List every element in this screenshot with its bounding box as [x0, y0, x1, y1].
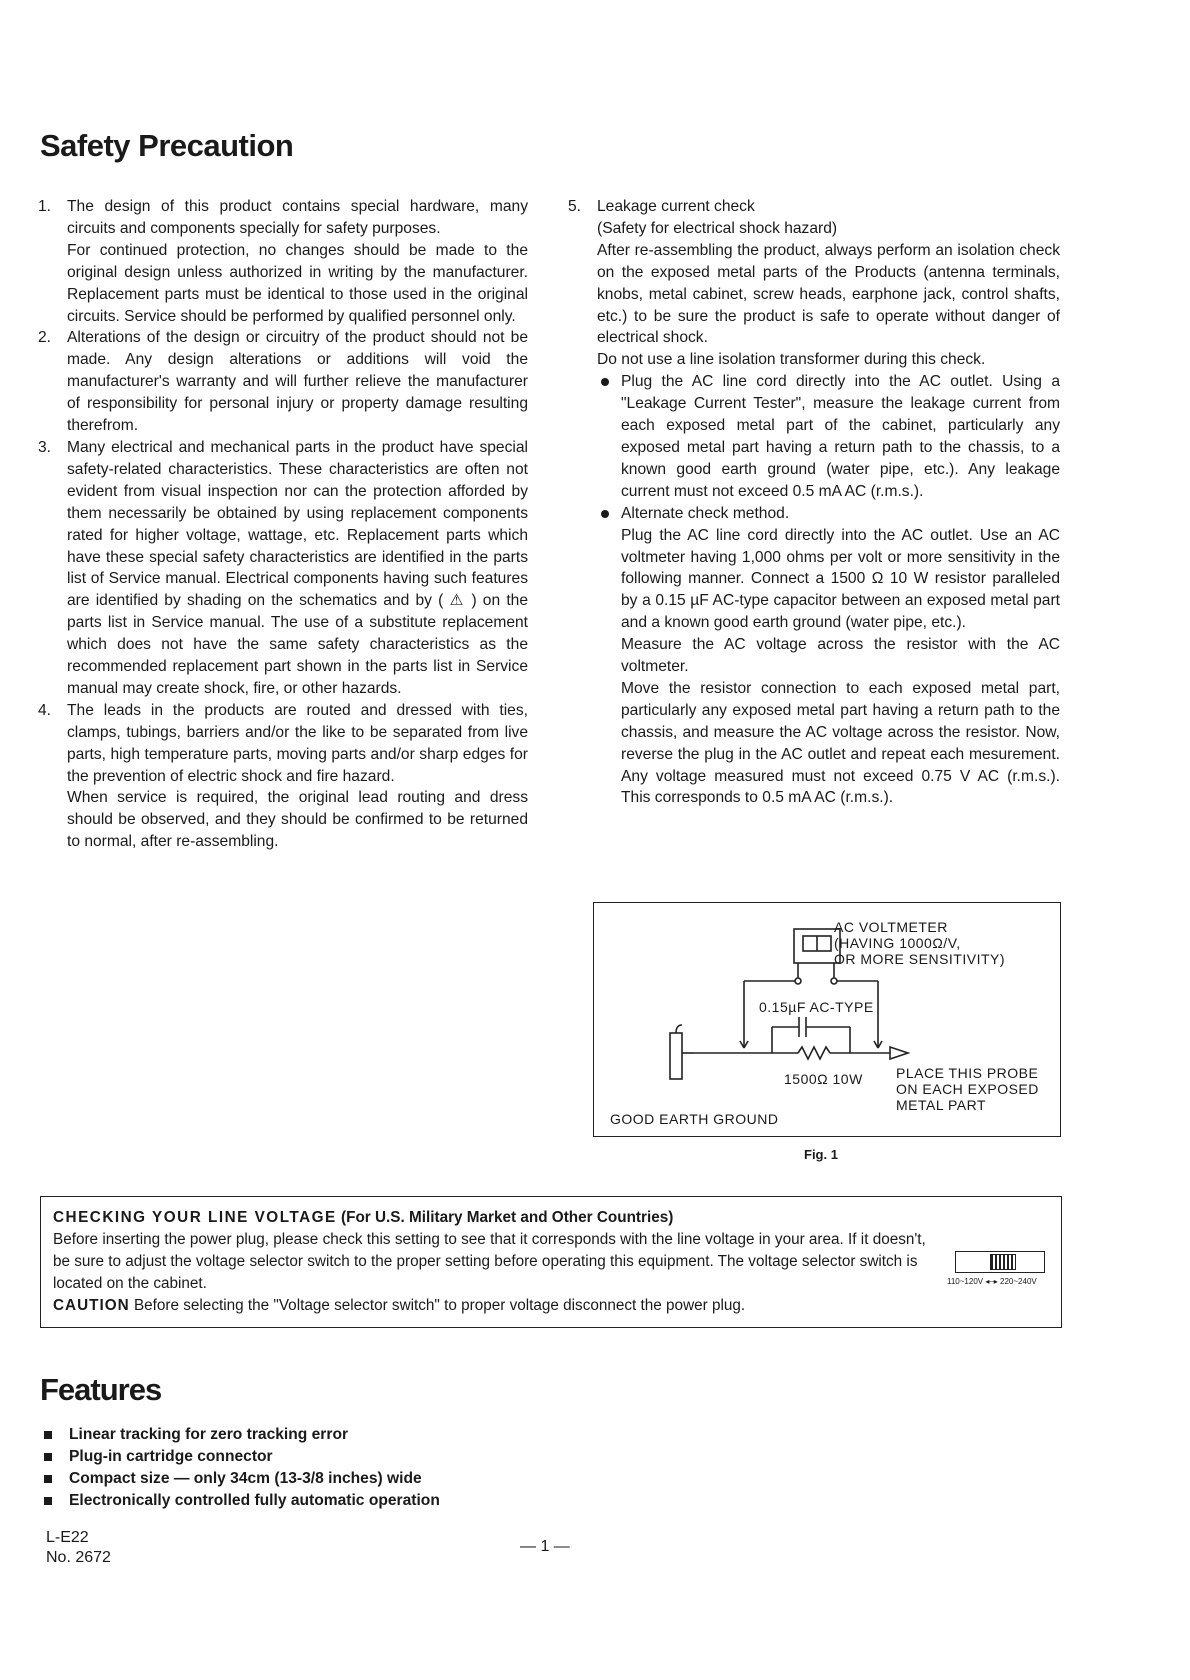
item-paragraph: Many electrical and mechanical parts in the product have special safety-related characteristics. These characteristics are often not evident from visual inspection nor can the protection afforded by them necessarily be obtained by using replacement components rated for higher voltage, wattage, etc. Replacement parts which have these special safety characteristics are identified in the parts list of Service manual. Electrical components having such features are identified by shading on the schematics and by ( ⚠ ) on the parts list in Service manual. The use of a substitute replacement which does not have the same safety characteristics as the recommended replacement part shown in the parts list in Service manual may create shock, fire, or other hazards.: [67, 438, 528, 697]
safety-item-4: [38, 700, 528, 853]
item-number: 4.: [38, 701, 52, 719]
caution-text: Before selecting the "Voltage selector switch" to proper voltage disconnect the power plug.: [133, 1297, 746, 1314]
item-paragraph: When service is required, the original lead routing and dress should be observed, and they should be confirmed to be returned to normal, after re-assembling.: [67, 789, 528, 851]
safety-item-3: [38, 437, 528, 700]
model-info: [46, 1528, 111, 1568]
switch-range-label: 110~120V ◂–▸ 220~240V: [947, 1277, 1037, 1286]
method-paragraph: Alternate check method.: [621, 504, 790, 522]
safety-list: [38, 196, 528, 853]
features-list: [42, 1424, 440, 1512]
safety-items-left: [38, 196, 528, 853]
item-paragraph: The leads in the products are routed and dressed with ties, clamps, tubings, barriers and/or the like to be separated from live parts, high temperature parts, moving parts and/or sharp edges for the prevention of electric shock and fire hazard.: [67, 701, 528, 785]
square-bullet-icon: [44, 1497, 52, 1505]
square-bullet-icon: [44, 1453, 52, 1461]
model-name: L-E22: [46, 1529, 89, 1546]
safety-item-1: [38, 196, 528, 327]
safety-item-2: [38, 327, 528, 437]
safety-item-5: [568, 196, 1060, 809]
voltmeter-label: AC VOLTMETER (HAVING 1000Ω/V, OR MORE SENSITIVITY): [834, 919, 1006, 967]
method-paragraph: Plug the AC line cord directly into the AC outlet. Use an AC voltmeter having 1,000 ohms per volt or more sensitivity in the following manner. Connect a 1500 Ω 10 W resistor paralleled by a 0.15 µF AC-type capacitor between an exposed metal part and a known good earth ground (water pipe, etc.).: [621, 526, 1060, 632]
item-paragraph: Alterations of the design or circuitry of the product should not be made. Any design alterations or additions will void the manufacturer's warranty and will further relieve the manufacturer of responsibility for personal injury or property damage resulting therefrom.: [67, 329, 528, 435]
resistor-label: 1500Ω 10W: [784, 1071, 863, 1087]
feature-item: Electronically controlled fully automatic operation: [42, 1490, 440, 1512]
features-title: Features: [40, 1372, 162, 1407]
voltage-selector-switch: [947, 1251, 1077, 1296]
page-number: — 1 —: [520, 1538, 570, 1555]
probe-label: PLACE THIS PROBE ON EACH EXPOSED METAL PART: [896, 1065, 1039, 1113]
feature-item: Linear tracking for zero tracking error: [42, 1424, 440, 1446]
item-number: 1.: [38, 198, 52, 215]
switch-knob-icon: [990, 1254, 1016, 1270]
caution-line: [53, 1295, 933, 1317]
check-method-2: [597, 503, 1060, 810]
page-title: Safety Precaution: [40, 128, 294, 163]
document-number: No. 2672: [46, 1549, 111, 1566]
safety-list-continued: [568, 196, 1060, 809]
bullet-dot-icon: [601, 510, 609, 518]
circuit-diagram: [593, 902, 1061, 1137]
ground-label: GOOD EARTH GROUND: [610, 1111, 779, 1127]
feature-item: Compact size — only 34cm (13-3/8 inches) wide: [42, 1468, 440, 1490]
square-bullet-icon: [44, 1475, 52, 1483]
feature-item: Plug-in cartridge connector: [42, 1446, 440, 1468]
item-paragraph: For continued protection, no changes should be made to the original design unless authorized in writing by the manufacturer. Replacement parts must be identical to those used in the original circuits. Service should be performed by qualified personnel only.: [67, 241, 528, 325]
line-voltage-text: [53, 1207, 933, 1317]
figure-caption: Fig. 1: [804, 1147, 838, 1162]
item-note: Do not use a line isolation transformer during this check.: [597, 351, 986, 369]
square-bullet-icon: [44, 1431, 52, 1439]
line-voltage-notice: [40, 1196, 1062, 1328]
line-voltage-heading: CHECKING YOUR LINE VOLTAGE (For U.S. Military Market and Other Countries): [53, 1209, 674, 1226]
check-methods: [597, 371, 1060, 809]
capacitor-label: 0.15µF AC-TYPE: [759, 999, 874, 1015]
method-paragraph: Move the resistor connection to each exposed metal part, particularly any exposed metal part having a return path to the chassis, and measure the AC voltage across the resistor. Now, reverse the plug in the AC outlet and repeat each mesurement. Any voltage measured must not exceed 0.75 V AC (r.m.s.). This corresponds to 0.5 mA AC (r.m.s.).: [621, 679, 1060, 807]
check-method-1: [597, 371, 1060, 502]
item-subtitle: (Safety for electrical shock hazard): [597, 219, 838, 237]
item-intro: After re-assembling the product, always perform an isolation check on the exposed metal parts of the Products (antenna terminals, knobs, metal cabinet, screw heads, earphone jack, control shafts, etc.) to be sure the product is safe to operate without danger of electrical shock.: [597, 241, 1060, 347]
method-paragraph: Plug the AC line cord directly into the AC outlet. Using a "Leakage Current Tester", measure the leakage current from each exposed metal part of the cabinet, particularly any exposed metal part having a return path to the chassis, to a known good earth ground (water pipe, etc.). Any leakage current must not exceed 0.5 mA AC (r.m.s.).: [621, 373, 1060, 500]
item-paragraph: The design of this product contains special hardware, many circuits and components specially for safety purposes.: [67, 198, 528, 237]
item-title: Leakage current check: [597, 198, 755, 215]
bullet-dot-icon: [601, 378, 609, 386]
leakage-check-section: [568, 196, 1060, 809]
item-number: 3.: [38, 438, 52, 456]
switch-body: [955, 1251, 1045, 1273]
method-paragraph: Measure the AC voltage across the resistor with the AC voltmeter.: [621, 636, 1060, 676]
item-number: 2.: [38, 329, 52, 347]
line-voltage-body: Before inserting the power plug, please check this setting to see that it corresponds with the line voltage in your area. If it doesn't, be sure to adjust the voltage selector switch to the proper setting before operating this equipment. The voltage selector switch is located on the cabinet.: [53, 1231, 926, 1292]
caution-label: CAUTION: [53, 1297, 130, 1314]
item-number: 5.: [568, 198, 582, 215]
